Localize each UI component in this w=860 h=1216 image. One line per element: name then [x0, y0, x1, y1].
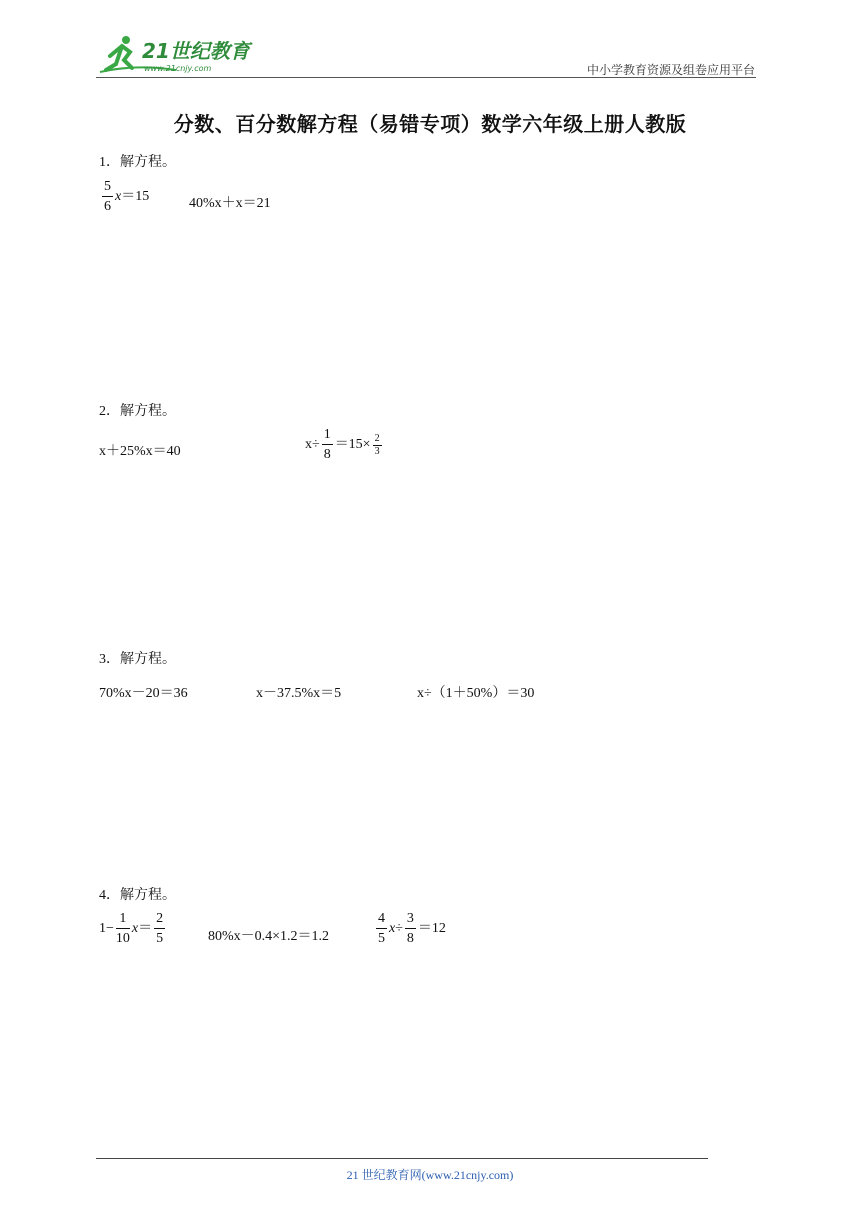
- question-3-equation-2: x－37.5%x＝5: [256, 686, 342, 701]
- variable: x: [131, 921, 139, 937]
- fraction: [102, 180, 113, 214]
- footer-divider: [96, 1158, 708, 1159]
- equation-rest: ＝15: [121, 189, 150, 205]
- fraction-denominator: 8: [323, 447, 331, 462]
- question-4-equation-2: 80%x－0.4×1.2＝1.2: [208, 929, 330, 944]
- fraction: [116, 912, 130, 946]
- fraction: [322, 428, 333, 462]
- footer-link[interactable]: 21 世纪教育网(www.21cnjy.com): [346, 1168, 514, 1182]
- question-3-equation-1: 70%x－20＝36: [99, 686, 188, 701]
- fraction-numerator: 2: [374, 432, 380, 444]
- fraction-numerator: 1: [116, 912, 130, 929]
- fraction-numerator: 5: [102, 180, 113, 197]
- variable: x: [389, 921, 396, 937]
- header-platform-text: 中小学教育资源及组卷应用平台: [586, 63, 755, 77]
- logo-url: www.21cnjy.com: [144, 64, 212, 73]
- fraction-denominator: 5: [156, 931, 164, 946]
- header-divider: [96, 77, 756, 78]
- fraction-denominator: 8: [406, 931, 414, 946]
- equation-middle: ÷: [395, 921, 403, 937]
- question-2-equation-2: [305, 428, 384, 462]
- fraction: [405, 912, 416, 946]
- equation-rest: ＝12: [417, 921, 446, 937]
- question-1-equation-1: [100, 180, 149, 214]
- logo-text: 21世纪教育: [142, 39, 250, 63]
- question-3-label: 3．解方程。: [99, 652, 176, 667]
- question-1-equation-2: 40%x＋x＝21: [189, 196, 271, 211]
- fraction: [154, 912, 165, 946]
- variable: x: [115, 189, 122, 205]
- question-3-equation-3: x÷（1＋50%）＝30: [417, 686, 535, 701]
- fraction-numerator: 4: [376, 912, 387, 929]
- question-2-label: 2．解方程。: [99, 404, 176, 419]
- fraction-denominator: 6: [104, 199, 111, 214]
- equation-middle: ＝: [138, 921, 153, 937]
- question-1-label: 1．解方程。: [99, 155, 176, 170]
- equation-prefix: x÷: [305, 437, 320, 453]
- equation-middle: ＝15×: [334, 437, 371, 453]
- fraction-denominator: 3: [374, 445, 380, 457]
- question-4-equation-3: [374, 912, 446, 946]
- runner-logo-icon: [96, 34, 266, 78]
- fraction-denominator: 10: [115, 931, 130, 946]
- fraction-denominator: 5: [378, 931, 385, 946]
- fraction: [376, 912, 387, 946]
- fraction-numerator: 1: [322, 428, 333, 445]
- question-4-equation-1: [99, 912, 167, 946]
- question-4-label: 4．解方程。: [99, 888, 176, 903]
- equation-prefix: 1−: [99, 921, 114, 937]
- page-title: 分数、百分数解方程（易错专项）数学六年级上册人教版: [173, 112, 687, 136]
- fraction: [373, 434, 382, 457]
- fraction-numerator: 2: [154, 912, 165, 929]
- site-logo: [96, 34, 266, 78]
- question-2-equation-1: x＋25%x＝40: [99, 444, 181, 459]
- fraction-numerator: 3: [405, 912, 416, 929]
